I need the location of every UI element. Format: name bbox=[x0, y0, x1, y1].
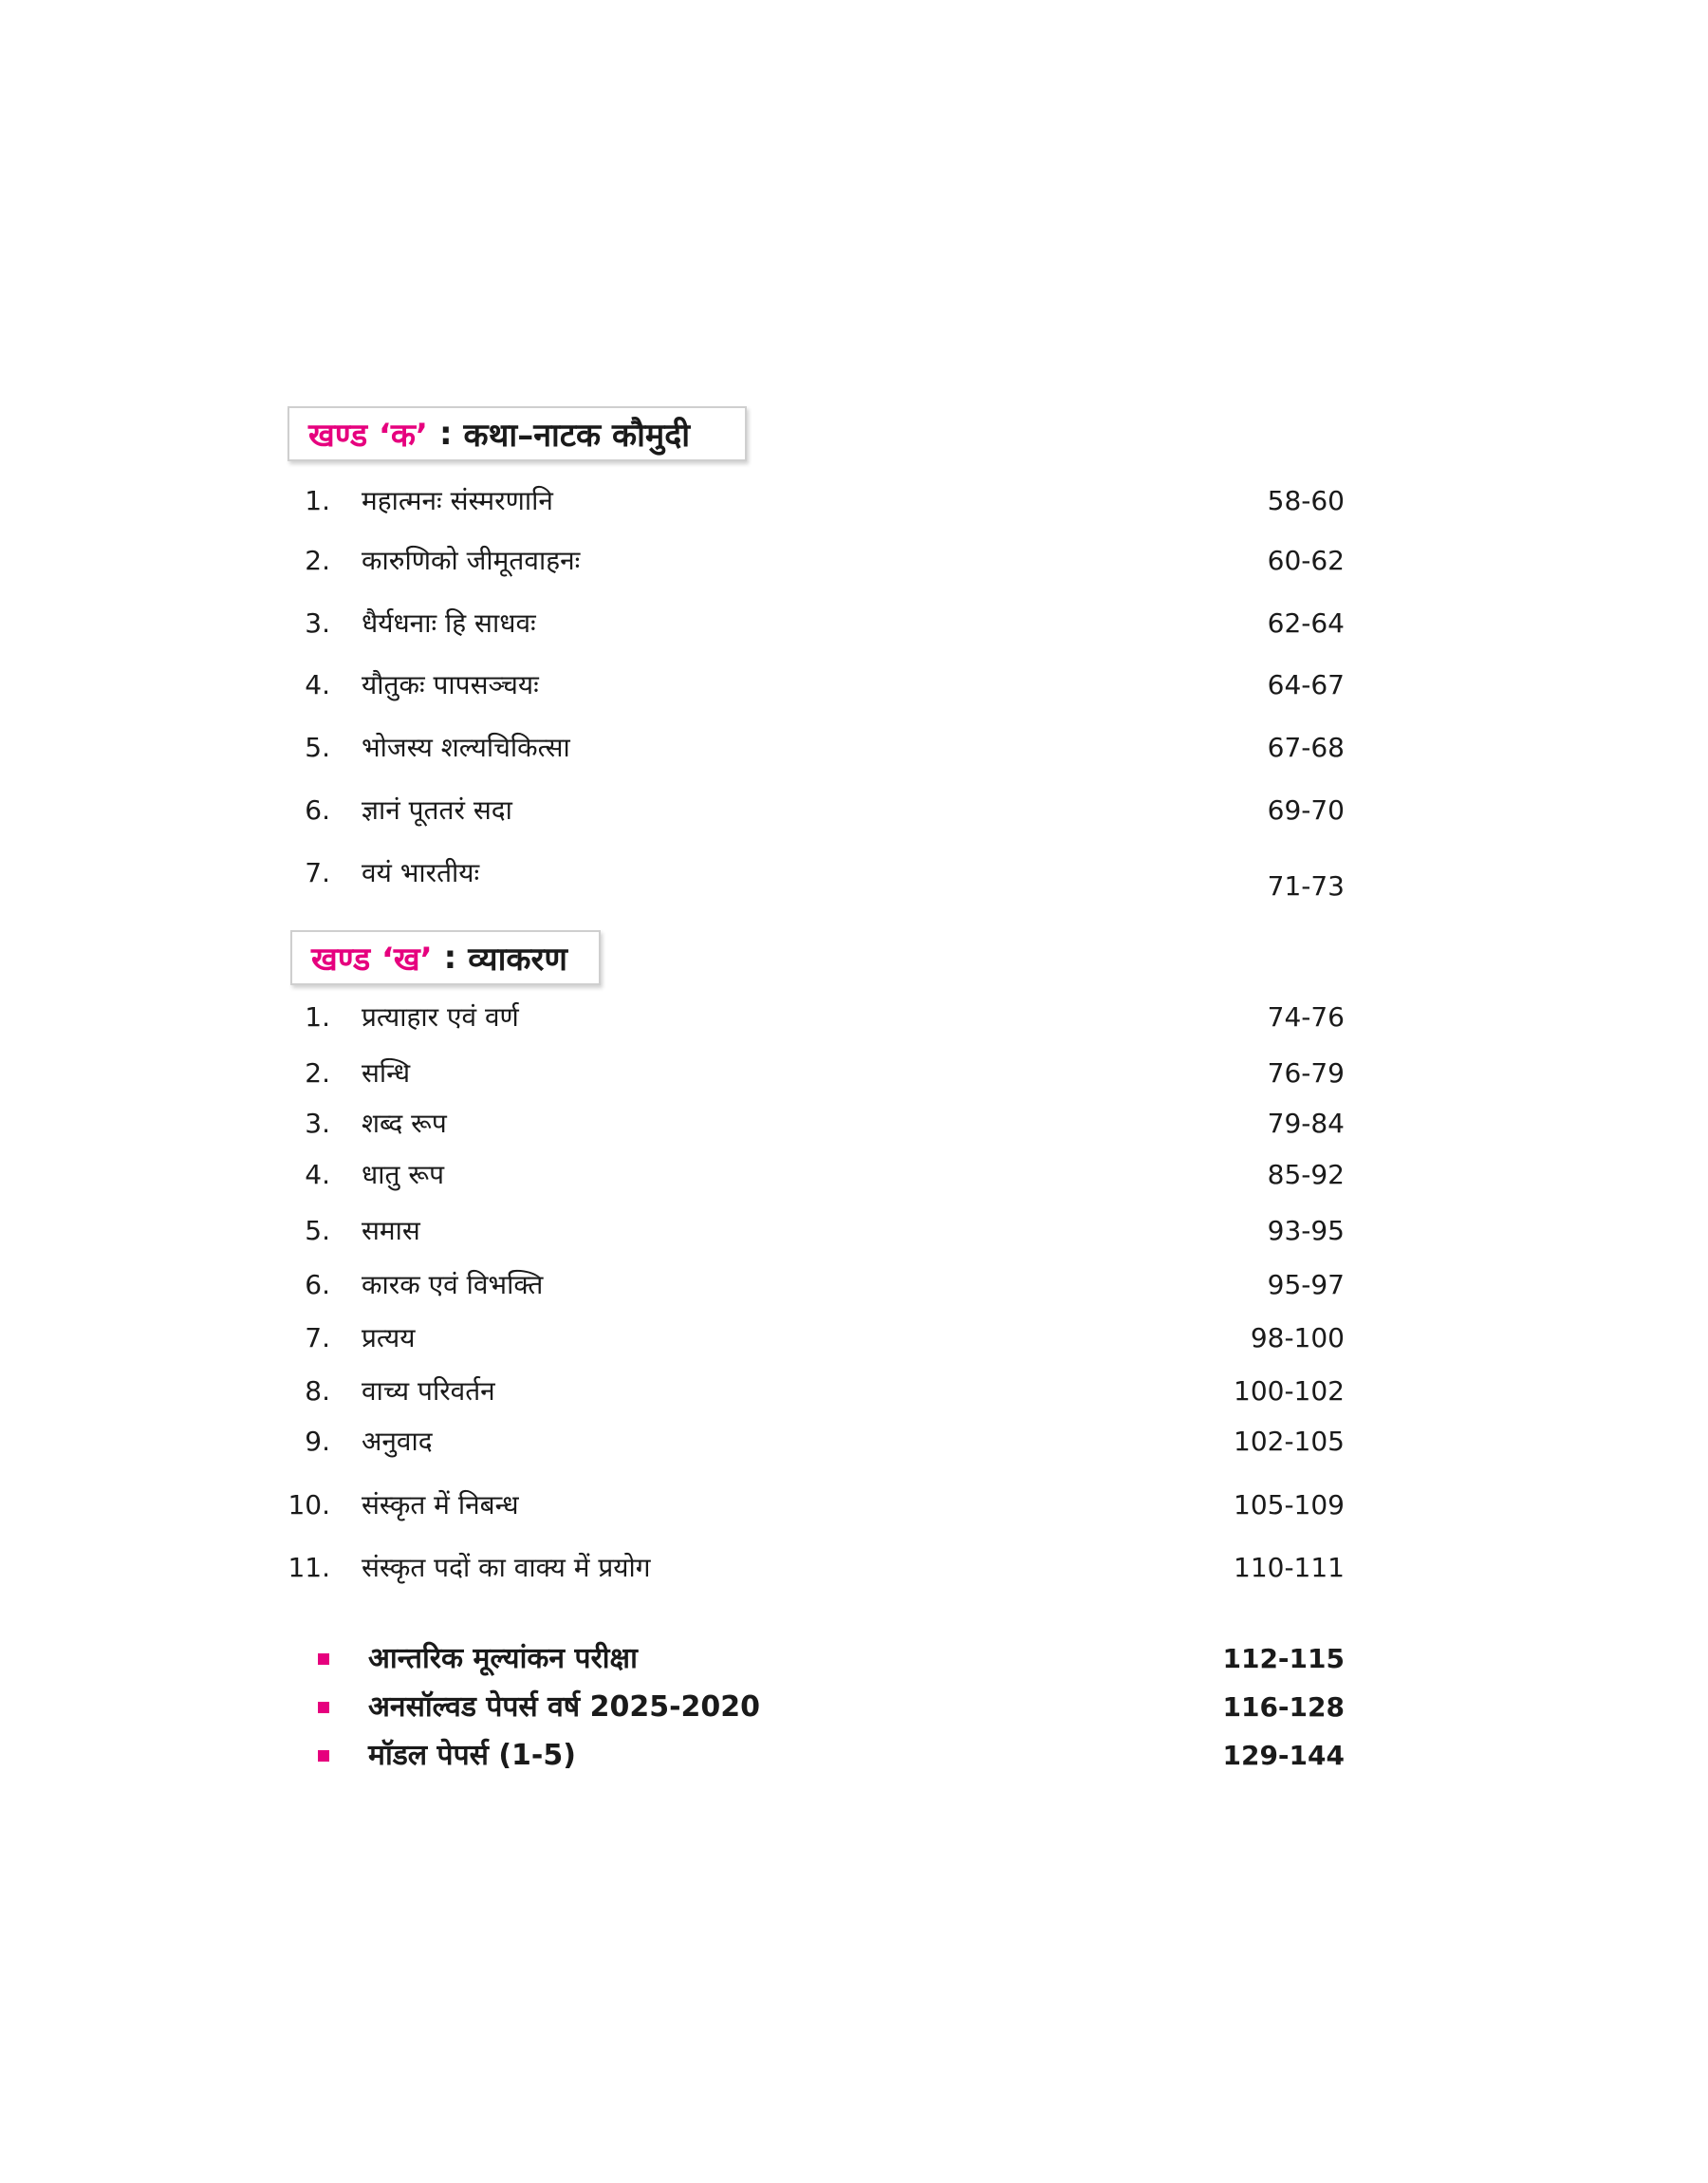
list-item bbox=[0, 998, 1708, 1036]
bullet-square-icon bbox=[318, 1653, 329, 1665]
list-item bbox=[0, 605, 1708, 643]
list-item bbox=[0, 542, 1708, 580]
section-a-label: खण्ड ‘क’ bbox=[308, 417, 428, 455]
item-title: कारक एवं विभक्ति bbox=[362, 1269, 544, 1300]
list-item bbox=[0, 666, 1708, 704]
item-number: 10. bbox=[288, 1489, 330, 1521]
bullet-square-icon bbox=[318, 1750, 329, 1762]
item-title: संस्कृत में निबन्ध bbox=[362, 1489, 519, 1521]
item-number: 5. bbox=[305, 732, 330, 763]
item-title: समास bbox=[362, 1215, 420, 1246]
list-item bbox=[0, 729, 1708, 767]
item-number: 1. bbox=[305, 485, 330, 516]
item-pages: 79-84 bbox=[1267, 1108, 1345, 1139]
item-pages: 64-67 bbox=[1267, 669, 1345, 700]
section-a-title: कथा–नाटक कौमुदी bbox=[463, 417, 691, 455]
list-item bbox=[0, 854, 1708, 902]
item-pages: 58-60 bbox=[1267, 485, 1345, 516]
item-pages: 69-70 bbox=[1267, 794, 1345, 826]
item-title: ज्ञानं पूततरं सदा bbox=[362, 794, 512, 826]
item-title: धातु रूप bbox=[362, 1159, 444, 1190]
list-item bbox=[0, 1266, 1708, 1304]
item-number: 8. bbox=[305, 1375, 330, 1407]
item-title: वयं भारतीयः bbox=[362, 857, 480, 888]
item-pages: 85-92 bbox=[1267, 1159, 1345, 1190]
section-a-header bbox=[288, 406, 747, 461]
item-number: 11. bbox=[288, 1552, 330, 1583]
item-pages: 93-95 bbox=[1267, 1215, 1345, 1246]
item-number: 2. bbox=[305, 1057, 330, 1089]
item-number: 4. bbox=[305, 1159, 330, 1190]
item-title: संस्कृत पदों का वाक्य में प्रयोग bbox=[362, 1552, 651, 1583]
item-number: 3. bbox=[305, 1108, 330, 1139]
item-title: शब्द रूप bbox=[362, 1108, 447, 1139]
item-title: यौतुकः पापसञ्चयः bbox=[362, 669, 539, 700]
list-item bbox=[0, 1372, 1708, 1410]
item-pages: 112-115 bbox=[1222, 1643, 1345, 1674]
item-title: भोजस्य शल्यचिकित्सा bbox=[362, 732, 570, 763]
item-number: 6. bbox=[305, 794, 330, 826]
bullet-square-icon bbox=[318, 1702, 329, 1713]
item-number: 7. bbox=[305, 857, 330, 888]
list-item bbox=[0, 1737, 1708, 1775]
list-item bbox=[0, 1423, 1708, 1461]
section-b-separator: : bbox=[443, 939, 457, 977]
list-item bbox=[0, 1640, 1708, 1678]
item-pages: 60-62 bbox=[1267, 545, 1345, 576]
item-pages: 116-128 bbox=[1222, 1691, 1345, 1723]
list-item bbox=[0, 1319, 1708, 1357]
item-title: प्रत्याहार एवं वर्ण bbox=[362, 1001, 519, 1033]
item-pages: 100-102 bbox=[1234, 1375, 1345, 1407]
item-title: मॉडल पेपर्स (1-5) bbox=[368, 1739, 576, 1772]
item-pages: 71-73 bbox=[1267, 870, 1345, 902]
item-pages: 95-97 bbox=[1267, 1269, 1345, 1300]
item-number: 3. bbox=[305, 607, 330, 639]
list-item bbox=[0, 1156, 1708, 1194]
section-a-separator: : bbox=[438, 415, 453, 453]
item-pages: 67-68 bbox=[1267, 732, 1345, 763]
item-number: 9. bbox=[305, 1426, 330, 1457]
item-title: कारुणिको जीमूतवाहनः bbox=[362, 545, 581, 576]
item-title: वाच्य परिवर्तन bbox=[362, 1375, 495, 1407]
item-number: 4. bbox=[305, 669, 330, 700]
item-title: अनसॉल्वड पेपर्स वर्ष 2025-2020 bbox=[368, 1690, 761, 1724]
item-title: महात्मनः संस्मरणानि bbox=[362, 485, 553, 516]
item-number: 7. bbox=[305, 1322, 330, 1353]
item-title: अनुवाद bbox=[362, 1426, 433, 1457]
item-pages: 110-111 bbox=[1234, 1552, 1345, 1583]
item-pages: 129-144 bbox=[1222, 1740, 1345, 1771]
item-pages: 62-64 bbox=[1267, 607, 1345, 639]
list-item bbox=[0, 792, 1708, 830]
item-number: 1. bbox=[305, 1001, 330, 1033]
list-item bbox=[0, 1212, 1708, 1250]
list-item bbox=[0, 482, 1708, 520]
item-title: प्रत्यय bbox=[362, 1322, 416, 1353]
item-pages: 74-76 bbox=[1267, 1001, 1345, 1033]
item-pages: 105-109 bbox=[1234, 1489, 1345, 1521]
item-title: आन्तरिक मूल्यांकन परीक्षा bbox=[368, 1642, 638, 1675]
section-b-title: व्याकरण bbox=[468, 941, 568, 979]
list-item bbox=[0, 1689, 1708, 1726]
list-item bbox=[0, 1549, 1708, 1587]
item-title: सन्धि bbox=[362, 1057, 411, 1089]
item-pages: 102-105 bbox=[1234, 1426, 1345, 1457]
list-item bbox=[0, 1105, 1708, 1143]
section-b-label: खण्ड ‘ख’ bbox=[311, 941, 433, 979]
item-pages: 98-100 bbox=[1250, 1322, 1345, 1353]
item-number: 2. bbox=[305, 545, 330, 576]
item-title: धैर्यधनाः हि साधवः bbox=[362, 607, 536, 639]
item-number: 5. bbox=[305, 1215, 330, 1246]
item-pages: 76-79 bbox=[1267, 1057, 1345, 1089]
section-b-header bbox=[290, 930, 601, 985]
item-number: 6. bbox=[305, 1269, 330, 1300]
list-item bbox=[0, 1054, 1708, 1092]
list-item bbox=[0, 1486, 1708, 1524]
